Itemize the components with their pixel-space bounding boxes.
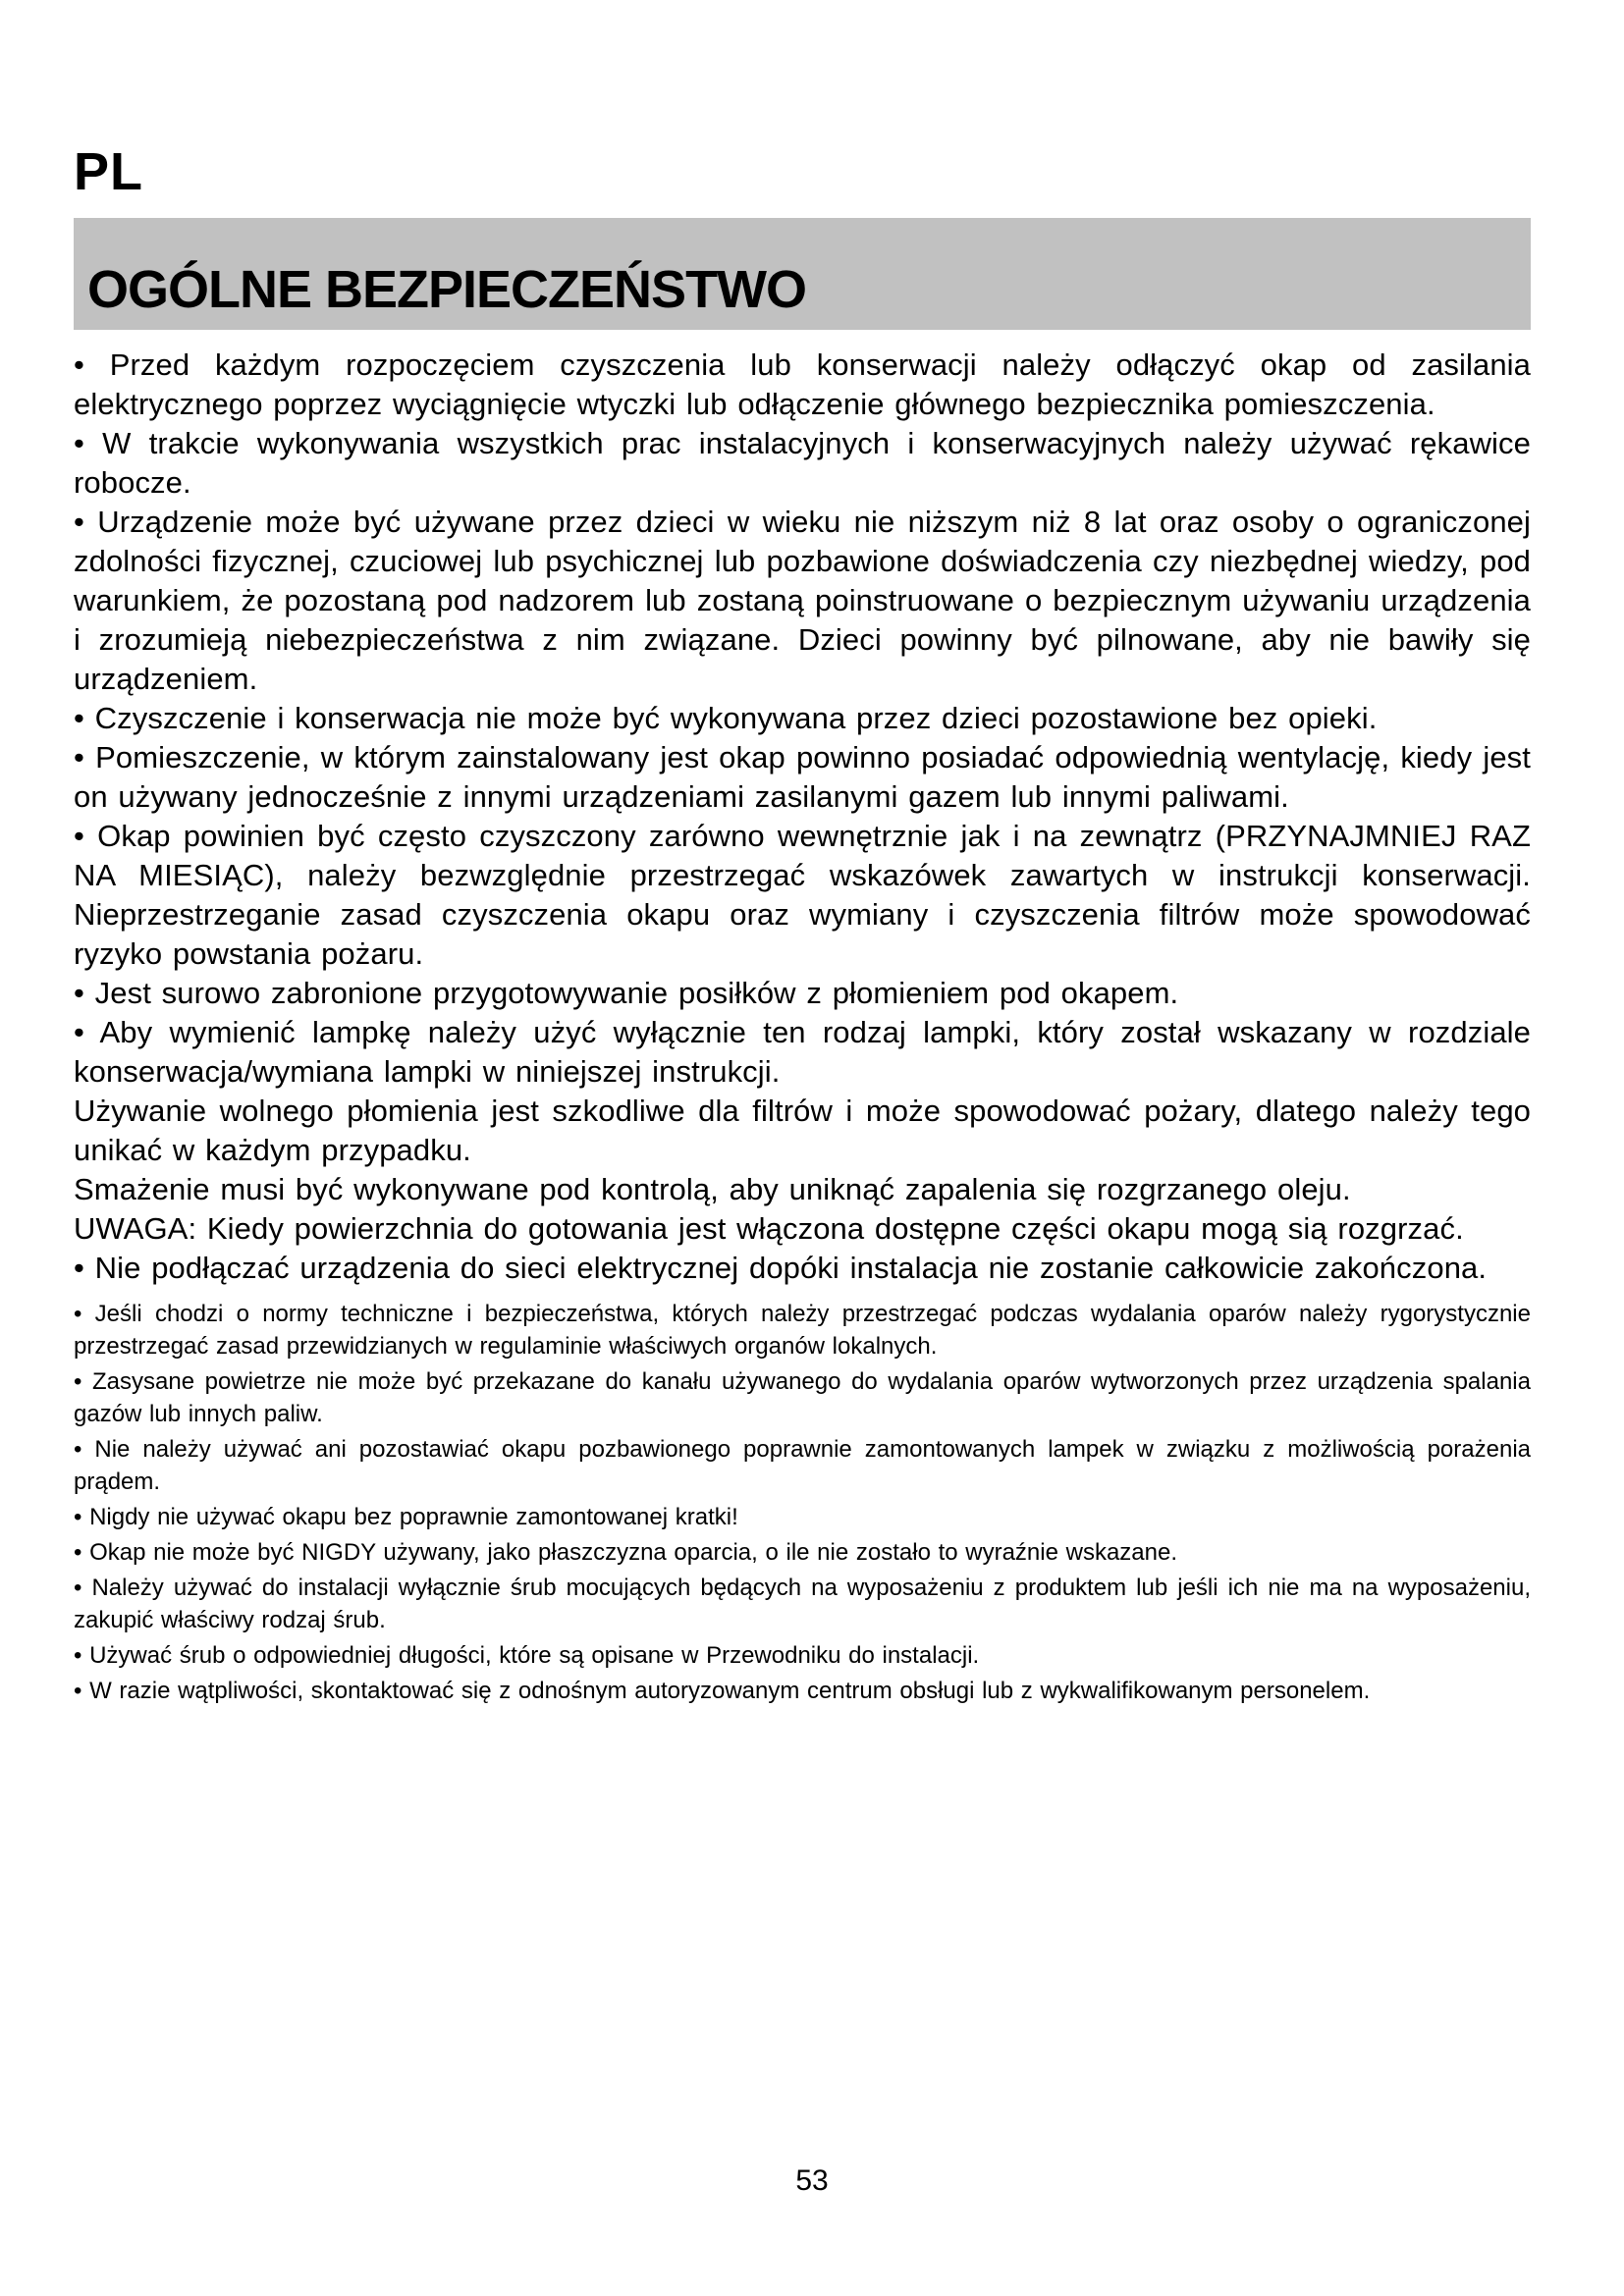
- safety-note: • Używać śrub o odpowiedniej długości, które są opisane w Przewodniku do instalacji.: [74, 1642, 980, 1669]
- safety-paragraphs-block: [74, 346, 1531, 1288]
- safety-paragraph: • Okap powinien być często czyszczony zarówno wewnętrznie jak i na zewnątrz (PRZYNAJMNIEJ RAZ NA MIESIĄC), należy bezwzględnie przestrzegać wskazówek zawartych w instrukcji konserwacji. Nieprzestrzeganie zasad czyszczenia okapu oraz wymiany i czyszczenia filtrów może spowodować ryzyko powstania pożaru.: [74, 819, 1531, 971]
- safety-paragraph: • Nie podłączać urządzenia do sieci elektrycznej dopóki instalacja nie zostanie całkowicie zakończona.: [74, 1251, 1488, 1285]
- safety-note: • Należy używać do instalacji wyłącznie śrub mocujących będących na wyposażeniu z produktem lub jeśli ich nie ma na wyposażeniu, zakupić właściwy rodzaj śrub.: [74, 1575, 1531, 1633]
- safety-paragraph: Smażenie musi być wykonywane pod kontrolą, aby uniknąć zapalenia się rozgrzanego oleju.: [74, 1172, 1351, 1206]
- page-content: [74, 142, 1531, 1710]
- safety-note: • Zasysane powietrze nie może być przekazane do kanału używanego do wydalania oparów wytworzonych przez urządzenia spalania gazów lub innych paliw.: [74, 1368, 1531, 1427]
- safety-paragraph: UWAGA: Kiedy powierzchnia do gotowania jest włączona dostępne części okapu mogą sią rozgrzać.: [74, 1211, 1464, 1246]
- safety-note: • Nigdy nie używać okapu bez poprawnie zamontowanej kratki!: [74, 1504, 738, 1530]
- page-number: 53: [795, 2164, 829, 2197]
- safety-note: • Nie należy używać ani pozostawiać okapu pozbawionego poprawnie zamontowanych lampek w związku z możliwością porażenia prądem.: [74, 1436, 1531, 1495]
- safety-paragraph: • Przed każdym rozpoczęciem czyszczenia lub konserwacji należy odłączyć okap od zasilania elektrycznego poprzez wyciągnięcie wtyczki lub odłączenie głównego bezpiecznika pomieszczenia.: [74, 347, 1531, 421]
- safety-paragraph: • Czyszczenie i konserwacja nie może być wykonywana przez dzieci pozostawione bez opieki.: [74, 701, 1378, 735]
- language-code: PL: [74, 142, 144, 201]
- section-banner: [74, 218, 1531, 330]
- safety-paragraph: • W trakcie wykonywania wszystkich prac instalacyjnych i konserwacyjnych należy używać rękawice robocze.: [74, 426, 1531, 500]
- safety-paragraph: • Jest surowo zabronione przygotowywanie posiłków z płomieniem pod okapem.: [74, 976, 1179, 1010]
- safety-paragraph: • Pomieszczenie, w którym zainstalowany jest okap powinno posiadać odpowiednią wentylację, kiedy jest on używany jednocześnie z innymi urządzeniami zasilanymi gazem lub innymi paliwami.: [74, 740, 1531, 814]
- safety-notes-block: [74, 1298, 1531, 1707]
- safety-paragraph: Używanie wolnego płomienia jest szkodliwe dla filtrów i może spowodować pożary, dlatego należy tego unikać w każdym przypadku.: [74, 1094, 1531, 1167]
- safety-note: • Okap nie może być NIGDY używany, jako płaszczyzna oparcia, o ile nie zostało to wyraźnie wskazane.: [74, 1539, 1178, 1566]
- safety-paragraph: • Aby wymienić lampkę należy użyć wyłącznie ten rodzaj lampki, który został wskazany w rozdziale konserwacja/wymiana lampki w niniejszej instrukcji.: [74, 1015, 1531, 1089]
- safety-note: • W razie wątpliwości, skontaktować się z odnośnym autoryzowanym centrum obsługi lub z wykwalifikowanym personelem.: [74, 1678, 1371, 1704]
- section-title: OGÓLNE BEZPIECZEŃSTWO: [87, 260, 807, 319]
- safety-note: • Jeśli chodzi o normy techniczne i bezpieczeństwa, których należy przestrzegać podczas wydalania oparów należy rygorystycznie przestrzegać zasad przewidzianych w regulaminie właściwych organów lokalnych.: [74, 1301, 1531, 1360]
- safety-paragraph: • Urządzenie może być używane przez dzieci w wieku nie niższym niż 8 lat oraz osoby o ograniczonej zdolności fizycznej, czuciowej lub psychicznej lub pozbawione doświadczenia czy niezbędnej wiedzy, pod warunkiem, że pozostaną pod nadzorem lub zostaną poinstruowane o bezpiecznym używaniu urządzenia i zrozumieją niebezpieczeństwa z nim związane. Dzieci powinny być pilnowane, aby nie bawiły się urządzeniem.: [74, 505, 1531, 696]
